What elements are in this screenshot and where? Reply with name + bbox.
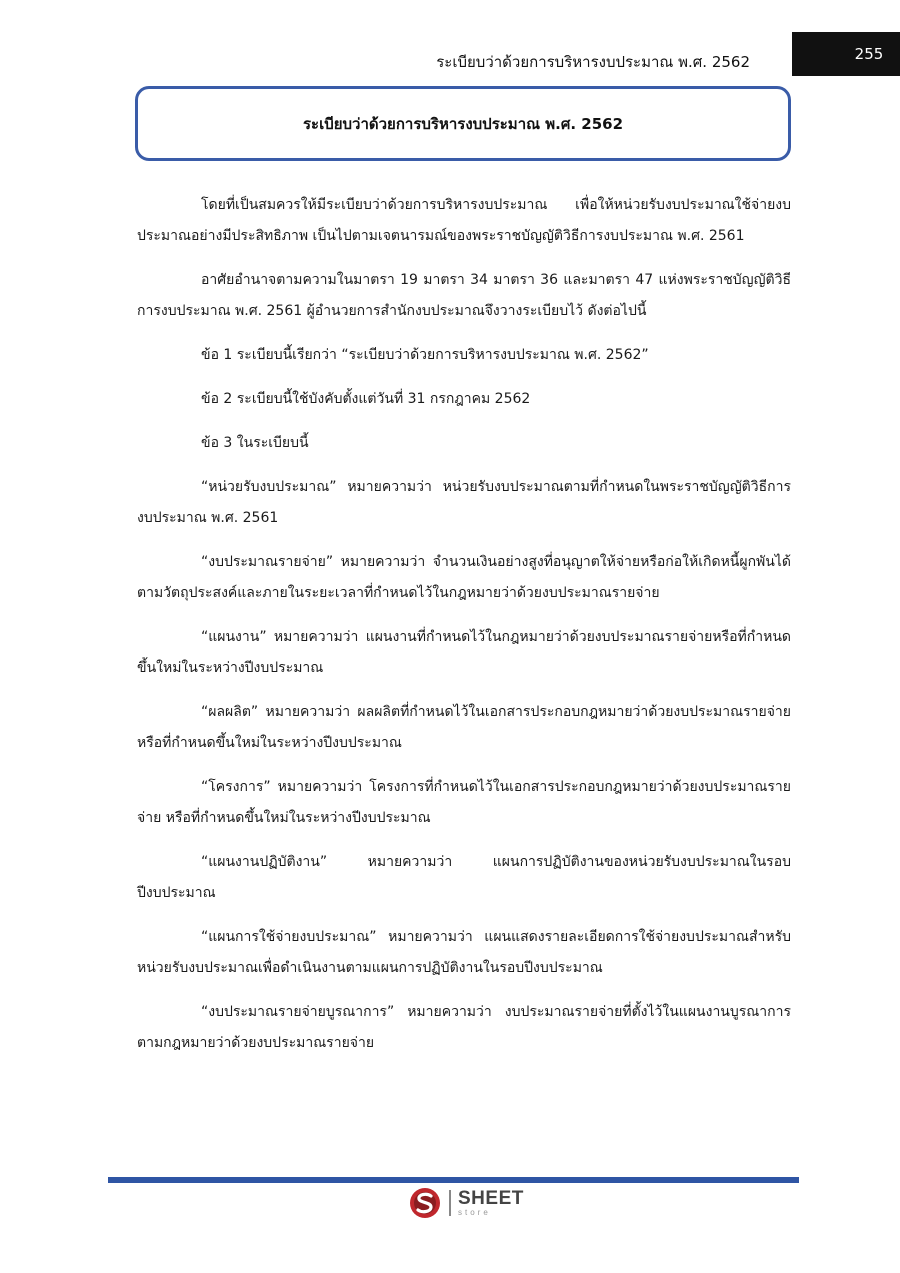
logo-sub-text: store	[458, 1208, 491, 1217]
definition-budget-expenditure: “งบประมาณรายจ่าย” หมายความว่า จำนวนเงินอย่างสูงที่อนุญาตให้จ่ายหรือก่อให้เกิดหนี้ผูกพันได้ตามวัตถุประสงค์และภายในระยะเวลาที่กำหนดไว้ในกฎหมายว่าด้วยงบประมาณรายจ่าย	[137, 554, 791, 601]
sheet-store-logo-icon	[408, 1186, 442, 1220]
paragraph-clause-3: ข้อ 3 ในระเบียบนี้	[201, 435, 309, 451]
definition-spending-plan: “แผนการใช้จ่ายงบประมาณ” หมายความว่า แผนแสดงรายละเอียดการใช้จ่ายงบประมาณสำหรับหน่วยรับงบประมาณเพื่อดำเนินงานตามแผนการปฏิบัติงานในรอบปีงบประมาณ	[137, 929, 791, 976]
page-number-box	[792, 32, 900, 76]
definition-budget-unit: “หน่วยรับงบประมาณ” หมายความว่า หน่วยรับงบประมาณตามที่กำหนดในพระราชบัญญัติวิธีการงบประมาณ พ.ศ. 2561	[137, 479, 791, 526]
paragraph-clause-1: ข้อ 1 ระเบียบนี้เรียกว่า “ระเบียบว่าด้วยการบริหารงบประมาณ พ.ศ. 2562”	[201, 347, 649, 363]
paragraph-preamble: โดยที่เป็นสมควรให้มีระเบียบว่าด้วยการบริหารงบประมาณ เพื่อให้หน่วยรับงบประมาณใช้จ่ายงบประมาณอย่างมีประสิทธิภาพ เป็นไปตามเจตนารมณ์ของพระราชบัญญัติวิธีการงบประมาณ พ.ศ. 2561	[137, 197, 791, 244]
page-number: 255	[854, 45, 884, 63]
paragraph-clause-2: ข้อ 2 ระเบียบนี้ใช้บังคับตั้งแต่วันที่ 31 กรกฎาคม 2562	[201, 391, 531, 407]
definition-output: “ผลผลิต” หมายความว่า ผลผลิตที่กำหนดไว้ในเอกสารประกอบกฎหมายว่าด้วยงบประมาณรายจ่าย หรือที่กำหนดขึ้นใหม่ในระหว่างปีงบประมาณ	[137, 704, 791, 751]
running-header-title: ระเบียบว่าด้วยการบริหารงบประมาณ พ.ศ. 2562	[436, 53, 750, 71]
definition-operation-plan: “แผนงานปฏิบัติงาน” หมายความว่า แผนการปฏิบัติงานของหน่วยรับงบประมาณในรอบปีงบประมาณ	[137, 854, 791, 901]
definition-work-plan: “แผนงาน” หมายความว่า แผนงานที่กำหนดไว้ในกฎหมายว่าด้วยงบประมาณรายจ่ายหรือที่กำหนดขึ้นใหม่ในระหว่างปีงบประมาณ	[137, 629, 791, 676]
document-body	[137, 190, 791, 1072]
document-title-box	[135, 86, 791, 161]
footer-divider	[108, 1177, 799, 1183]
sheet-store-logo	[408, 1186, 524, 1220]
logo-separator	[449, 1190, 451, 1216]
logo-brand-text: SHEET	[458, 1188, 524, 1209]
logo-wordmark	[458, 1189, 524, 1217]
paragraph-authority: อาศัยอำนาจตามความในมาตรา 19 มาตรา 34 มาตรา 36 และมาตรา 47 แห่งพระราชบัญญัติวิธีการงบประมาณ พ.ศ. 2561 ผู้อำนวยการสำนักงบประมาณจึงวางระเบียบไว้ ดังต่อไปนี้	[137, 272, 791, 319]
definition-project: “โครงการ” หมายความว่า โครงการที่กำหนดไว้ในเอกสารประกอบกฎหมายว่าด้วยงบประมาณรายจ่าย หรือที่กำหนดขึ้นใหม่ในระหว่างปีงบประมาณ	[137, 779, 791, 826]
document-title: ระเบียบว่าด้วยการบริหารงบประมาณ พ.ศ. 2562	[302, 114, 624, 133]
definition-integrated-budget: “งบประมาณรายจ่ายบูรณาการ” หมายความว่า งบประมาณรายจ่ายที่ตั้งไว้ในแผนงานบูรณาการตามกฎหมายว่าด้วยงบประมาณรายจ่าย	[137, 1004, 791, 1051]
